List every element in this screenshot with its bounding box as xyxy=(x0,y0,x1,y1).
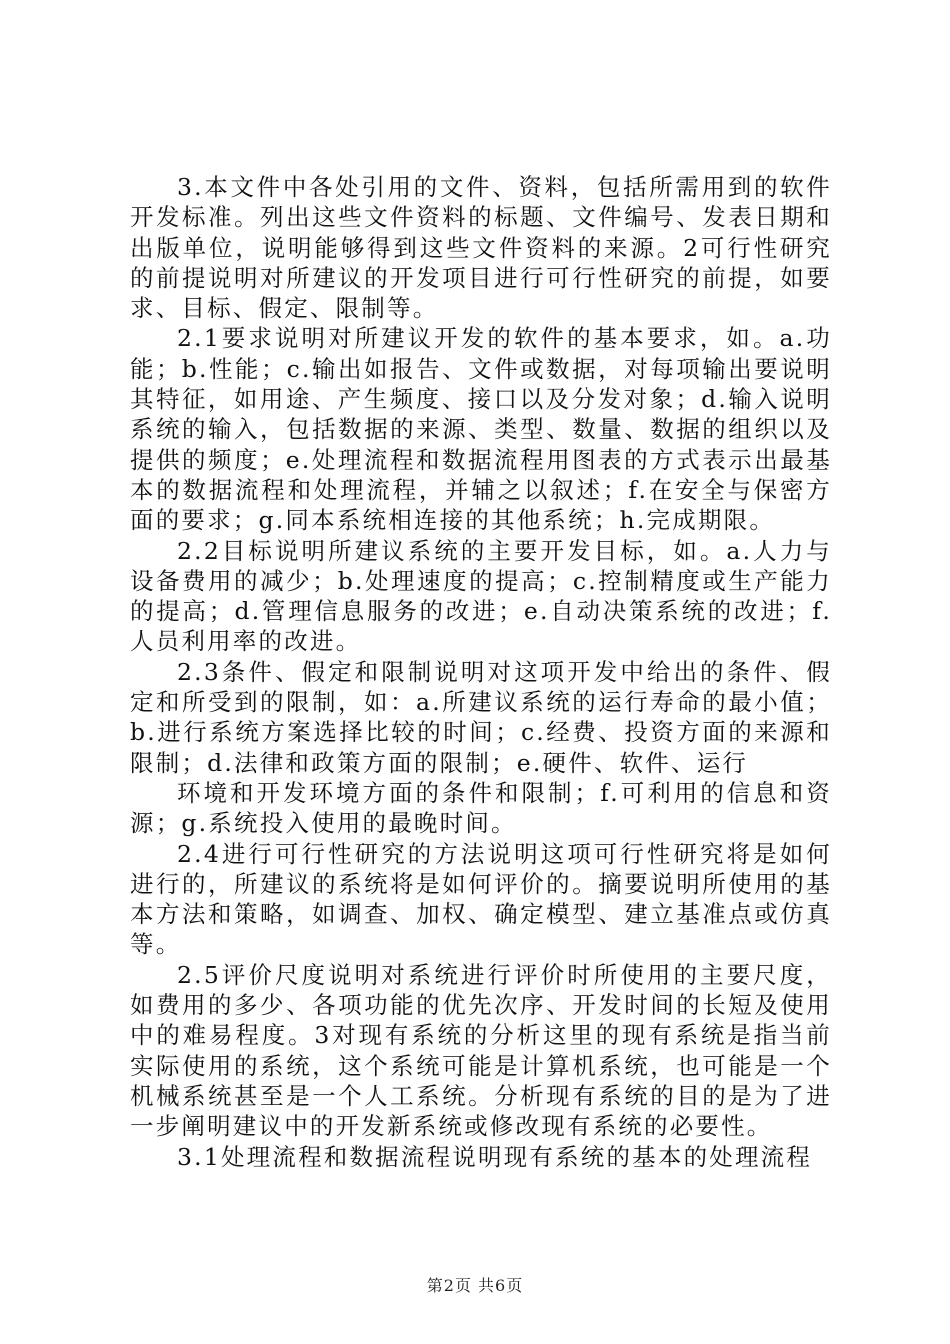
paragraph-process-flow: 3.1处理流程和数据流程说明现有系统的基本的处理流程 xyxy=(177,1142,813,1171)
paragraph-objectives: 2.2目标说明所建议系统的主要开发目标，如。a.人力与设备费用的减少；b.处理速度的提高；c.控制精度或生产能力的提高；d.管理信息服务的改进；e.自动决策系统的改进；f.人员利用率的改进。 xyxy=(130,536,832,656)
document-body xyxy=(130,172,832,1172)
paragraph-conditions: 2.3条件、假定和限制说明对这项开发中给出的条件、假定和所受到的限制，如：a.所建议系统的运行寿命的最小值；b.进行系统方案选择比较的时间；c.经费、投资方面的来源和限制；d.法律和政策方面的限制；e.硬件、软件、运行 xyxy=(130,657,832,777)
page-footer: 第2页 共6页 xyxy=(426,1276,524,1295)
paragraph-evaluation: 2.5评价尺度说明对系统进行评价时所使用的主要尺度，如费用的多少、各项功能的优先次序、开发时间的长短及使用中的难易程度。3对现有系统的分析这里的现有系统是指当前实际使用的系统，这个系统可能是计算机系统，也可能是一个机械系统甚至是一个人工系统。分析现有系统的目的是为了进一步阐明建议中的开发新系统或修改现有系统的必要性。 xyxy=(130,960,832,1141)
paragraph-references: 3.本文件中各处引用的文件、资料，包括所需用到的软件开发标准。列出这些文件资料的标题、文件编号、发表日期和出版单位，说明能够得到这些文件资料的来源。2可行性研究的前提说明对所建议的开发项目进行可行性研究的前提，如要求、目标、假定、限制等。 xyxy=(130,173,832,323)
paragraph-requirements: 2.1要求说明对所建议开发的软件的基本要求，如。a.功能；b.性能；c.输出如报告、文件或数据，对每项输出要说明其特征，如用途、产生频度、接口以及分发对象；d.输入说明系统的输入，包括数据的来源、类型、数量、数据的组织以及提供的频度；e.处理流程和数据流程用图表的方式表示出最基本的数据流程和处理流程，并辅之以叙述；f.在安全与保密方面的要求；g.同本系统相连接的其他系统；h.完成期限。 xyxy=(130,324,832,535)
paragraph-methods: 2.4进行可行性研究的方法说明这项可行性研究将是如何进行的，所建议的系统将是如何评价的。摘要说明所使用的基本方法和策略，如调查、加权、确定模型、建立基准点或仿真等。 xyxy=(130,839,832,959)
paragraph-conditions-continued: 环境和开发环境方面的条件和限制；f.可利用的信息和资源；g.系统投入使用的最晚时间。 xyxy=(130,778,832,838)
